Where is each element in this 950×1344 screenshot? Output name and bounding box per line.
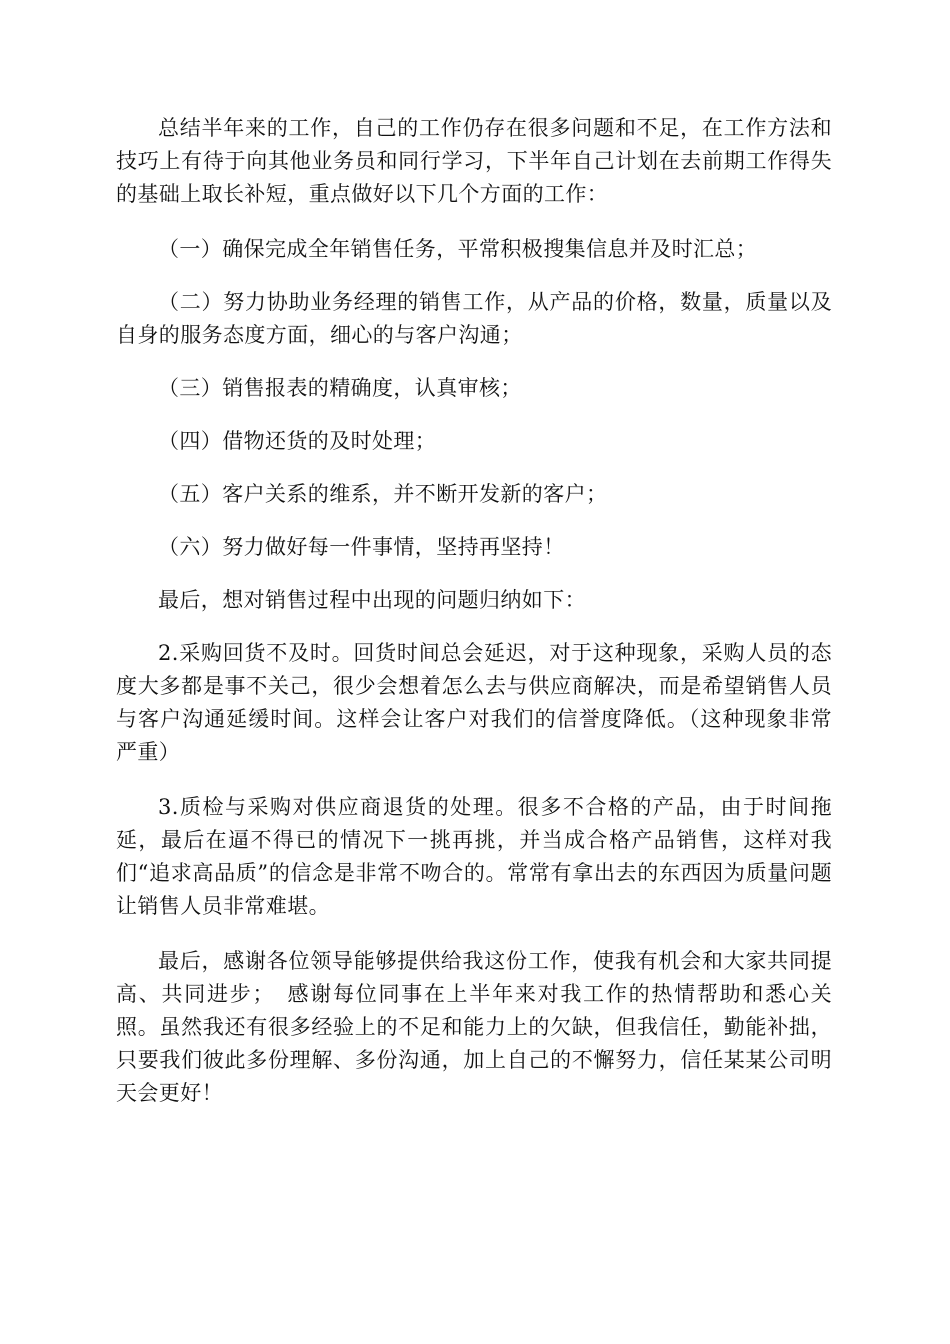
list-item-6: （六）努力做好每一件事情，坚持再坚持！ (158, 535, 565, 559)
paragraph-summary: 总结半年来的工作，自己的工作仍存在很多问题和不足，在工作方法和技巧上有待于向其他业务员和同行学习，下半年自己计划在去前期工作得失的基础上取长补短，重点做好以下几个方面的工作： (116, 116, 832, 206)
document-body (116, 112, 832, 1110)
paragraph-issues-intro: 最后，想对销售过程中出现的问题归纳如下： (158, 588, 586, 612)
paragraph-closing: 最后，感谢各位领导能够提供给我这份工作，使我有机会和大家共同提高、共同进步； 感谢每位同事在上半年来对我工作的热情帮助和悉心关照。虽然我还有很多经验上的不足和能力上的欠缺，但我信任，勤能补拙，只要我们彼此多份理解、多份沟通，加上自己的不懈努力，信任某某公司明天会更好！ (116, 949, 832, 1105)
list-item-1: （一）确保完成全年销售任务，平常积极搜集信息并及时汇总； (158, 237, 758, 261)
issue-3-paragraph: 3.质检与采购对供应商退货的处理。很多不合格的产品，由于时间拖延，最后在逼不得已的情况下一挑再挑，并当成合格产品销售，这样对我们“追求高品质”的信念是非常不吻合的。常常有拿出去的东西因为质量问题让销售人员非常难堪。 (116, 795, 832, 918)
issue-2-paragraph: 2.采购回货不及时。回货时间总会延迟，对于这种现象，采购人员的态度大多都是事不关己，很少会想着怎么去与供应商解决，而是希望销售人员与客户沟通延缓时间。这样会让客户对我们的信誉度降低。（这种现象非常严重） (116, 641, 832, 764)
list-item-3: （三）销售报表的精确度，认真审核； (158, 376, 522, 400)
list-item-2: （二）努力协助业务经理的销售工作，从产品的价格，数量，质量以及自身的服务态度方面，细心的与客户沟通； (116, 290, 832, 347)
list-item-4: （四）借物还货的及时处理； (158, 429, 437, 453)
list-item-5: （五）客户关系的维系，并不断开发新的客户； (158, 482, 608, 506)
